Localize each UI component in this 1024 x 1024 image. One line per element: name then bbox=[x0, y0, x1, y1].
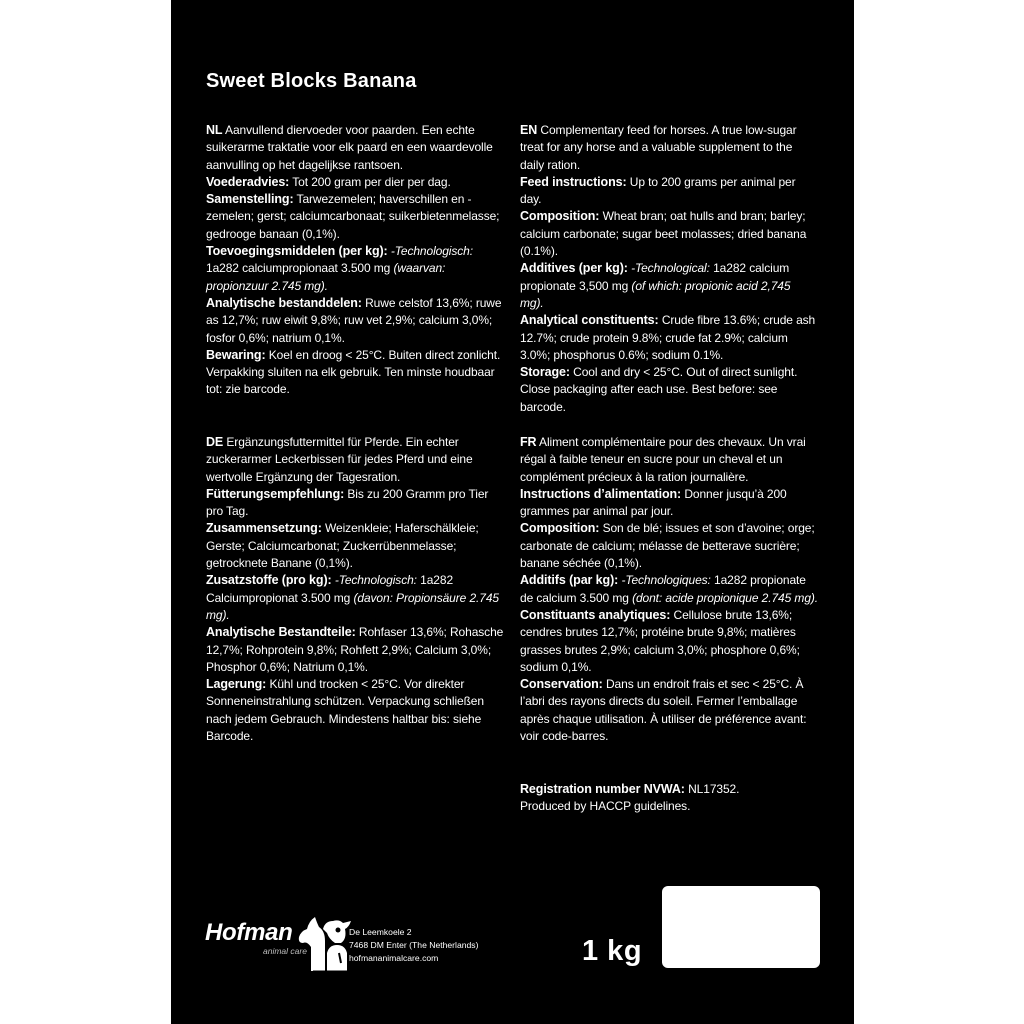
registration-number: Registration number NVWA: NL17352. bbox=[520, 782, 740, 796]
address-city: 7468 DM Enter (The Netherlands) bbox=[349, 940, 479, 950]
fr-analytical: Constituants analytiques: Cellulose brute 13,6%; cendres brutes 12,7%; protéine brute 9,8%; matières grasses brutes 2,9%; calcium 3,0%; phosphore 0,6%; sodium 0,1%. bbox=[520, 607, 800, 674]
en-storage: Storage: Cool and dry < 25°C. Out of direct sunlight. Close packaging after each use. Best before: see barcode. bbox=[520, 365, 798, 414]
fr-additives: Additifs (par kg): -Technologiques: 1a282 propionate de calcium 3.500 mg (dont: acide propionique 2.745 mg). bbox=[520, 573, 819, 605]
en-composition: Composition: Wheat bran; oat hulls and bran; barley; calcium carbonate; sugar beet molasses; dried banana (0.1%). bbox=[520, 209, 807, 259]
nl-additives: Toevoegingsmiddelen (per kg): -Technologisch: 1a282 calciumpropionaat 3.500 mg (waarvan: propionzuur 2.745 mg). bbox=[206, 244, 473, 293]
section-en bbox=[520, 122, 816, 416]
nl-analytical: Analytische bestanddelen: Ruwe celstof 13,6%; ruwe as 12,7%; ruw eiwit 9,8%; ruw vet 2,9%; calcium 3,0%; fosfor 0,6%; natrium 0,1%. bbox=[206, 295, 502, 345]
product-title: Sweet Blocks Banana bbox=[206, 70, 417, 92]
de-intro: DE Ergänzungsfuttermittel für Pferde. Ein echter zuckerarmer Leckerbissen für jedes Pferd und eine wertvolle Ergänzung der Tagesration. bbox=[206, 435, 473, 484]
hofman-logo bbox=[205, 913, 355, 973]
logo-wordmark: Hofman bbox=[205, 919, 293, 946]
fr-feed: Instructions d’alimentation: Donner jusqu’à 200 grammes par animal par jour. bbox=[520, 486, 787, 519]
section-nl bbox=[206, 122, 502, 399]
de-analytical: Analytische Bestandteile: Rohfaser 13,6%; Rohasche 12,7%; Rohprotein 9,8%; Rohfett 2,9%; Calcium 3,0%; Phosphor 0,6%; Natrium 0,1%. bbox=[206, 625, 504, 674]
en-additives: Additives (per kg): -Technological: 1a282 calcium propionate 3,500 mg (of which: propionic acid 2,745 mg). bbox=[520, 261, 791, 310]
haccp-note: Produced by HACCP guidelines. bbox=[520, 799, 691, 814]
animals-icon bbox=[295, 913, 353, 973]
de-storage: Lagerung: Kühl und trocken < 25°C. Vor direkter Sonneneinstrahlung schützen. Verpackung schließen nach jedem Gebrauch. Mindestens haltbar bis: siehe Barcode. bbox=[206, 677, 484, 744]
fr-composition: Composition: Son de blé; issues et son d’avoine; orge; carbonate de calcium; mélasse de betterave sucrière; banane séchée (0,1%). bbox=[520, 521, 815, 571]
nl-composition: Samenstelling: Tarwezemelen; haverschillen en -zemelen; gerst; calciumcarbonaat; suikerbietenmelasse; gedrooge banaan (0,1%). bbox=[206, 192, 500, 241]
section-de bbox=[206, 434, 506, 745]
nl-feed: Voederadvies: Tot 200 gram per dier per dag. bbox=[206, 174, 451, 189]
section-fr bbox=[520, 434, 820, 745]
address-street: De Leemkoele 2 bbox=[349, 927, 412, 937]
nl-intro: NL Aanvullend diervoeder voor paarden. Een echte suikerarme traktatie voor elk paard en een waardevolle aanvulling op het dagelijkse rantsoen. bbox=[206, 123, 493, 172]
de-feed: Fütterungsempfehlung: Bis zu 200 Gramm pro Tier pro Tag. bbox=[206, 486, 489, 519]
fr-storage: Conservation: Dans un endroit frais et sec < 25°C. À l’abri des rayons directs du soleil. Fermer l’emballage après chaque utilisation. À utiliser de préférence avant: voir code-barres. bbox=[520, 677, 807, 744]
de-additives: Zusatzstoffe (pro kg): -Technologisch: 1a282 Calciumpropionat 3.500 mg (davon: Propionsäure 2.745 mg). bbox=[206, 573, 499, 622]
net-weight: 1 kg bbox=[582, 935, 643, 967]
fr-intro: FR Aliment complémentaire pour des chevaux. Un vrai régal à faible teneur en sucre pour un cheval et un complément précieux à la ration journalière. bbox=[520, 435, 806, 484]
product-label-back bbox=[171, 0, 854, 1024]
barcode-area bbox=[662, 886, 820, 968]
en-intro: EN Complementary feed for horses. A true low-sugar treat for any horse and a valuable supplement to the daily ration. bbox=[520, 123, 797, 172]
company-address bbox=[349, 926, 478, 965]
address-website: hofmananimalcare.com bbox=[349, 953, 439, 963]
registration-block bbox=[520, 781, 820, 816]
de-composition: Zusammensetzung: Weizenkleie; Haferschälkleie; Gerste; Calciumcarbonat; Zuckerrübenmelasse; getrocknete Banane (0,1%). bbox=[206, 521, 479, 571]
en-feed: Feed instructions: Up to 200 grams per animal per day. bbox=[520, 174, 796, 207]
nl-storage: Bewaring: Koel en droog < 25°C. Buiten direct zonlicht. Verpakking sluiten na elk gebruik. Ten minste houdbaar tot: zie barcode. bbox=[206, 347, 501, 397]
logo-subtitle: animal care bbox=[263, 946, 307, 956]
en-analytical: Analytical constituents: Crude fibre 13.6%; crude ash 12.7%; crude protein 9.8%; crude fat 2.9%; calcium 3.0%; phosphorus 0.6%; sodium 0.1%. bbox=[520, 313, 816, 362]
